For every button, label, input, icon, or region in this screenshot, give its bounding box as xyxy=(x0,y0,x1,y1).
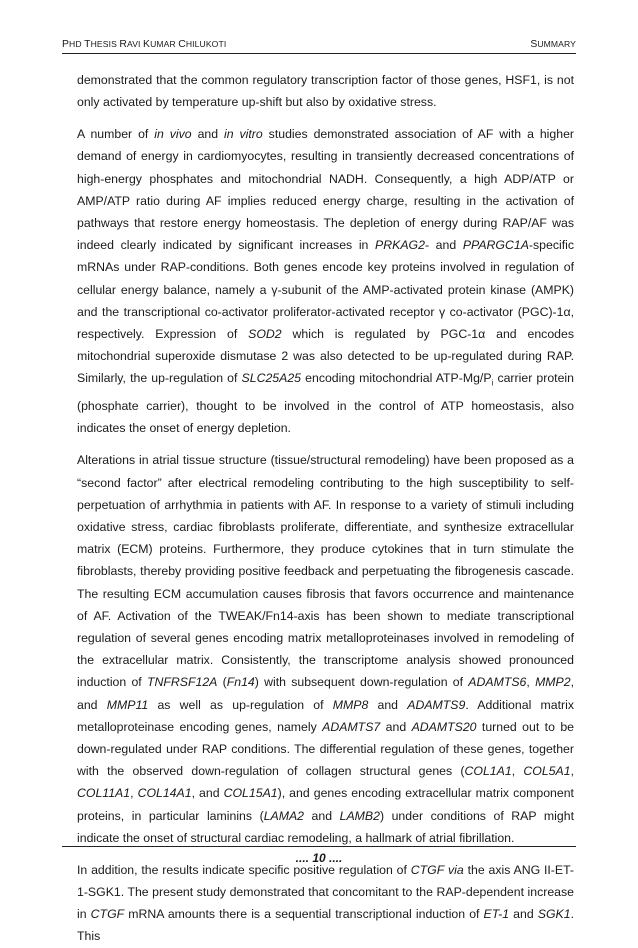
italic-term: ADAMTS20 xyxy=(411,719,477,734)
text-run: , xyxy=(570,764,574,779)
italic-term: MMP2 xyxy=(535,675,571,690)
text-run: i xyxy=(491,378,494,388)
text-run: mRNA amounts there is a sequential transcriptional induction of xyxy=(124,907,484,922)
page-number: .... 10 .... xyxy=(295,851,343,865)
text-run: A number of xyxy=(77,127,155,142)
italic-term: ADAMTS7 xyxy=(322,719,381,734)
italic-term: in vivo xyxy=(154,127,192,142)
text-run: , and xyxy=(77,675,575,712)
italic-term: ADAMTS9 xyxy=(407,697,466,712)
italic-term: CTGF xyxy=(90,907,125,922)
italic-term: PRKAG2 xyxy=(375,238,425,253)
italic-term: COL1A1 xyxy=(464,764,512,779)
footer-rule xyxy=(62,846,576,847)
text-run: demonstrated that the common regulatory transcription factor of those genes, HSF1, is not only activated by temperature up-shift but also by oxidative stress. xyxy=(77,73,574,110)
paragraph xyxy=(77,859,574,948)
italic-term: SGK1 xyxy=(537,907,571,922)
text-run: - and xyxy=(424,238,463,253)
text-run: In addition, the results indicate specific positive regulation of xyxy=(77,862,411,877)
text-run: -specific mRNAs under RAP-conditions. Both genes encode key proteins involved in regulation of cellular energy balance, namely a γ-subunit of the AMP-activated protein kinase (AMPK) and the transcriptional co-activator proliferator-activated receptor γ co-activator (PGC)-1α, respectively. Expression of xyxy=(77,238,575,342)
text-run: Alterations in atrial tissue structure (tissue/structural remodeling) have been proposed as a “second factor” after electrical remodeling contributing to the high susceptibility to self-perpetuation of arrhythmia in patients with AF. In response to a variety of stimuli including oxidative stress, cardiac fibroblasts proliferate, differentiate, and synthesize extracellular matrix (ECM) proteins. Furthermore, they produce cytokines that in turn stimulate the fibroblasts, thereby providing positive feedback and perpetuating the fibrogenesis cascade. The resulting ECM accumulation causes fibrosis that favors occurrence and maintenance of AF. Activation of the TWEAK/Fn14-axis has been shown to mediate transcriptional regulation of several genes encoding matrix metalloproteinases involved in remodeling of the extracellular matrix. Consistently, the transcriptome analysis showed pronounced induction of xyxy=(77,453,574,690)
italic-term: in vitro xyxy=(224,127,263,142)
paragraph xyxy=(77,123,574,439)
text-run: ), and genes encoding extracellular matrix component proteins, in particular laminins ( xyxy=(77,786,574,823)
italic-term: ET-1 xyxy=(483,907,510,922)
italic-term: COL11A1 xyxy=(77,786,131,801)
text-run: carrier protein (phosphate carrier), thought to be involved in the control of ATP homeostasis, also indicates the onset of energy depletion. xyxy=(77,371,574,436)
italic-term: TNFRSF12A xyxy=(146,675,218,690)
text-run: encoding mitochondrial ATP-Mg/P xyxy=(301,371,492,386)
text-run: . Additional matrix metalloproteinase encoding genes, namely xyxy=(77,697,575,734)
text-run: turned out to be down-regulated under RAP conditions. The differential regulation of these genes, together with the observed down-regulation of collagen structural genes ( xyxy=(77,719,574,779)
text-run: and xyxy=(380,719,412,734)
italic-term: ADAMTS6 xyxy=(468,675,527,690)
italic-term: CTGF xyxy=(410,862,445,877)
text-run: studies demonstrated association of AF with a higher demand of energy in cardiomyocytes, resulting in transiently decreased concentrations of high-energy phosphates and mitochondrial NADH. Consequently, a high ADP/ATP or AMP/ATP ratio during AF implies reduced energy charge, resulting in the activation of pathways that restore energy homeostasis. The depletion of energy during RAP/AF was indeed clearly indicated by significant increases in xyxy=(77,127,575,253)
text-run: as well as up-regulation of xyxy=(148,697,333,712)
italic-term: LAMB2 xyxy=(339,808,380,823)
text-run: , xyxy=(130,786,138,801)
header-title: PHD THESIS RAVI KUMAR CHILUKOTI xyxy=(62,39,227,50)
italic-term: MMP8 xyxy=(332,697,369,712)
text-run: , xyxy=(526,675,536,690)
paragraph xyxy=(77,449,574,849)
text-run: and xyxy=(509,907,538,922)
italic-term: COL5A1 xyxy=(523,764,571,779)
italic-term: Fn14 xyxy=(226,675,255,690)
header-section: SUMMARY xyxy=(530,39,576,50)
italic-term: LAMA2 xyxy=(263,808,305,823)
text-run: , and xyxy=(191,786,224,801)
paragraph xyxy=(77,69,574,113)
text-run: ) with subsequent down-regulation of xyxy=(254,675,469,690)
text-run: and xyxy=(191,127,225,142)
italic-term: via xyxy=(448,862,464,877)
italic-term: PPARGC1A xyxy=(462,238,529,253)
italic-term: COL15A1 xyxy=(223,786,278,801)
text-run: and xyxy=(304,808,340,823)
text-run: . This xyxy=(77,907,574,944)
italic-term: MMP11 xyxy=(106,697,149,712)
text-run: the axis ANG II-ET-1-SGK1. The present study demonstrated that concomitant to the RAP-dependent increase in xyxy=(77,862,575,922)
text-run: ( xyxy=(217,675,227,690)
italic-term: SLC25A25 xyxy=(241,371,302,386)
text-run: which is regulated by PGC-1α and encodes mitochondrial superoxide dismutase 2 was also detected to be up-regulated during RAP. Similarly, the up-regulation of xyxy=(77,327,574,386)
italic-term: COL14A1 xyxy=(137,786,192,801)
text-run: and xyxy=(368,697,408,712)
header-rule xyxy=(62,53,576,54)
italic-term: SOD2 xyxy=(248,327,282,342)
text-run: ) under conditions of RAP might indicate the onset of structural cardiac remodeling, a hallmark of atrial fibrillation. xyxy=(77,808,574,845)
text-run: , xyxy=(511,764,524,779)
document-body xyxy=(77,69,574,948)
